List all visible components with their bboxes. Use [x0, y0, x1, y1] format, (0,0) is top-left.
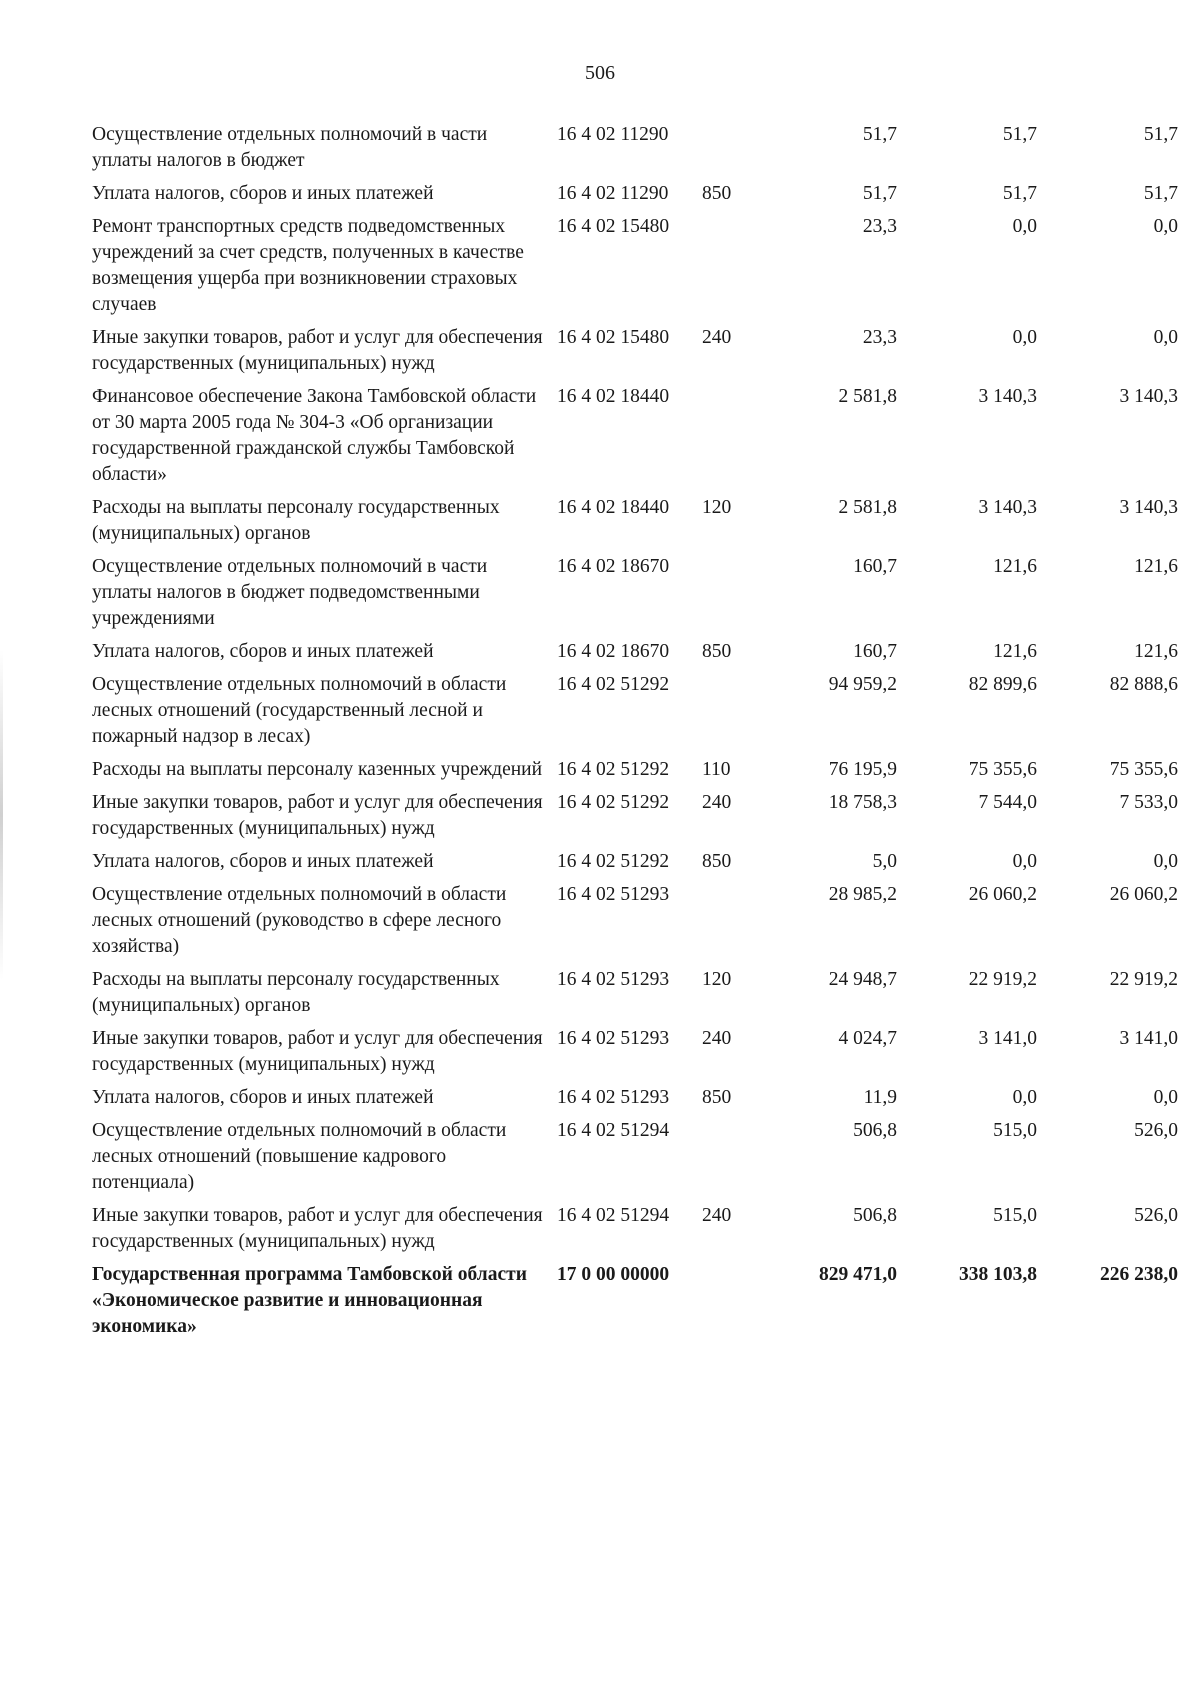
table-row: [92, 1118, 1178, 1203]
row-amount-1: 160,7: [853, 556, 897, 577]
row-amount-3: 82 888,6: [1109, 674, 1178, 695]
row-name: Осуществление отдельных полномочий в части уплаты налогов в бюджет: [92, 124, 488, 171]
row-name: Уплата налогов, сборов и иных платежей: [92, 641, 434, 662]
row-name: Осуществление отдельных полномочий в части уплаты налогов в бюджет подведомственными учреждениями: [92, 556, 488, 629]
row-expense-type: [702, 554, 762, 639]
row-expense-type: [702, 214, 762, 325]
row-amount-3: 3 140,3: [1119, 386, 1178, 407]
row-amount-1: 18 758,3: [828, 792, 897, 813]
row-expense-type: [702, 384, 762, 495]
row-amount-3: 26 060,2: [1109, 884, 1178, 905]
row-expense-type: 850: [702, 851, 732, 872]
row-amount-1: 2 581,8: [838, 497, 897, 518]
row-name: Уплата налогов, сборов и иных платежей: [92, 851, 434, 872]
row-name: Расходы на выплаты персоналу государственных (муниципальных) органов: [92, 497, 500, 544]
table-row: [92, 672, 1178, 757]
table-row: [92, 790, 1178, 849]
table-row: [92, 181, 1178, 214]
row-amount-3: 22 919,2: [1109, 969, 1178, 990]
row-target-code: 16 4 02 18440: [557, 497, 670, 518]
row-amount-2: 82 899,6: [968, 674, 1037, 695]
table-row: [92, 325, 1178, 384]
row-target-code: 16 4 02 11290: [557, 124, 669, 145]
row-expense-type: 120: [702, 969, 732, 990]
row-amount-3: 51,7: [1143, 183, 1178, 204]
row-amount-3: 0,0: [1153, 327, 1178, 348]
row-target-code: 16 4 02 51293: [557, 1028, 670, 1049]
row-name: Иные закупки товаров, работ и услуг для обеспечения государственных (муниципальных) нужд: [92, 1028, 543, 1075]
row-amount-1: 11,9: [863, 1087, 897, 1108]
table-row: [92, 967, 1178, 1026]
row-amount-2: 75 355,6: [968, 759, 1037, 780]
row-expense-type: [702, 672, 762, 757]
table-row: [92, 122, 1178, 181]
row-name: Уплата налогов, сборов и иных платежей: [92, 183, 434, 204]
table-row: [92, 1262, 1178, 1347]
row-amount-3: 121,6: [1134, 641, 1178, 662]
row-target-code: 16 4 02 51294: [557, 1120, 670, 1141]
row-amount-2: 121,6: [993, 556, 1037, 577]
table-row: [92, 882, 1178, 967]
row-amount-2: 3 140,3: [978, 386, 1037, 407]
row-amount-1: 51,7: [862, 124, 897, 145]
row-amount-1: 2 581,8: [838, 386, 897, 407]
table-row: [92, 849, 1178, 882]
table-row: [92, 639, 1178, 672]
row-amount-2: 338 103,8: [959, 1264, 1037, 1285]
row-amount-2: 51,7: [1002, 183, 1037, 204]
row-expense-type: 850: [702, 1087, 732, 1108]
row-amount-1: 5,0: [872, 851, 897, 872]
row-target-code: 16 4 02 51292: [557, 851, 670, 872]
row-expense-type: 120: [702, 497, 732, 518]
row-expense-type: 110: [702, 759, 731, 780]
row-amount-1: 4 024,7: [838, 1028, 897, 1049]
row-expense-type: [702, 882, 762, 967]
row-amount-3: 526,0: [1134, 1205, 1178, 1226]
table-row: [92, 554, 1178, 639]
row-name: Осуществление отдельных полномочий в области лесных отношений (государственный лесной и пожарный надзор в лесах): [92, 674, 507, 747]
row-amount-2: 0,0: [1012, 327, 1037, 348]
row-amount-1: 76 195,9: [828, 759, 897, 780]
row-expense-type: 850: [702, 641, 732, 662]
row-target-code: 16 4 02 51292: [557, 674, 670, 695]
table-row: [92, 757, 1178, 790]
row-target-code: 16 4 02 18440: [557, 386, 670, 407]
row-target-code: 16 4 02 18670: [557, 556, 670, 577]
row-expense-type: [702, 122, 762, 181]
row-amount-1: 506,8: [853, 1205, 897, 1226]
table-row: [92, 384, 1178, 495]
table-row: [92, 495, 1178, 554]
row-target-code: 16 4 02 51293: [557, 969, 670, 990]
row-amount-2: 26 060,2: [968, 884, 1037, 905]
row-name: Расходы на выплаты персоналу государственных (муниципальных) органов: [92, 969, 500, 1016]
row-name: Осуществление отдельных полномочий в области лесных отношений (руководство в сфере лесного хозяйства): [92, 884, 507, 957]
row-expense-type: 240: [702, 1205, 732, 1226]
row-expense-type: 850: [702, 183, 732, 204]
row-amount-2: 515,0: [993, 1205, 1037, 1226]
row-amount-3: 0,0: [1153, 216, 1178, 237]
row-expense-type: 240: [702, 327, 732, 348]
row-target-code: 17 0 00 00000: [557, 1264, 670, 1285]
row-amount-1: 94 959,2: [828, 674, 897, 695]
page-number: 506: [585, 62, 615, 84]
row-amount-2: 515,0: [993, 1120, 1037, 1141]
row-amount-3: 226 238,0: [1100, 1264, 1178, 1285]
row-name: Государственная программа Тамбовской области «Экономическое развитие и инновационная экономика»: [92, 1264, 527, 1337]
row-target-code: 16 4 02 11290: [557, 183, 669, 204]
row-name: Ремонт транспортных средств подведомственных учреждений за счет средств, полученных в качестве возмещения ущерба при возникновении страховых случаев: [92, 216, 524, 315]
row-amount-1: 24 948,7: [828, 969, 897, 990]
table-body: [92, 122, 1178, 1347]
row-amount-2: 51,7: [1002, 124, 1037, 145]
row-amount-3: 3 141,0: [1119, 1028, 1178, 1049]
row-expense-type: [702, 1262, 762, 1347]
row-expense-type: [702, 1118, 762, 1203]
row-amount-2: 121,6: [993, 641, 1037, 662]
row-amount-2: 0,0: [1012, 851, 1037, 872]
row-amount-2: 0,0: [1012, 216, 1037, 237]
row-amount-3: 0,0: [1153, 1087, 1178, 1108]
row-amount-1: 28 985,2: [828, 884, 897, 905]
table-row: [92, 1085, 1178, 1118]
row-amount-2: 3 141,0: [978, 1028, 1037, 1049]
row-name: Иные закупки товаров, работ и услуг для обеспечения государственных (муниципальных) нужд: [92, 792, 543, 839]
table-row: [92, 1203, 1178, 1262]
row-amount-1: 51,7: [862, 183, 897, 204]
row-target-code: 16 4 02 51292: [557, 759, 670, 780]
row-name: Иные закупки товаров, работ и услуг для обеспечения государственных (муниципальных) нужд: [92, 1205, 543, 1252]
row-amount-1: 506,8: [853, 1120, 897, 1141]
row-name: Уплата налогов, сборов и иных платежей: [92, 1087, 434, 1108]
row-amount-3: 75 355,6: [1109, 759, 1178, 780]
row-amount-3: 526,0: [1134, 1120, 1178, 1141]
row-target-code: 16 4 02 51292: [557, 792, 670, 813]
budget-table: [92, 122, 1178, 1347]
row-target-code: 16 4 02 51293: [557, 1087, 670, 1108]
row-name: Финансовое обеспечение Закона Тамбовской области от 30 марта 2005 года № 304-3 «Об организации государственной гражданской службы Тамбовской области»: [92, 386, 537, 485]
row-target-code: 16 4 02 18670: [557, 641, 670, 662]
row-expense-type: 240: [702, 1028, 732, 1049]
row-target-code: 16 4 02 51294: [557, 1205, 670, 1226]
row-amount-2: 0,0: [1012, 1087, 1037, 1108]
row-amount-2: 3 140,3: [978, 497, 1037, 518]
row-amount-1: 23,3: [862, 216, 897, 237]
row-amount-1: 23,3: [862, 327, 897, 348]
row-name: Иные закупки товаров, работ и услуг для обеспечения государственных (муниципальных) нужд: [92, 327, 543, 374]
scan-edge-artifact: [0, 650, 3, 980]
row-amount-1: 829 471,0: [819, 1264, 897, 1285]
row-target-code: 16 4 02 15480: [557, 216, 670, 237]
row-amount-3: 0,0: [1153, 851, 1178, 872]
row-target-code: 16 4 02 15480: [557, 327, 670, 348]
row-amount-2: 22 919,2: [968, 969, 1037, 990]
row-amount-3: 121,6: [1134, 556, 1178, 577]
row-name: Осуществление отдельных полномочий в области лесных отношений (повышение кадрового потенциала): [92, 1120, 507, 1193]
row-amount-3: 51,7: [1143, 124, 1178, 145]
table-row: [92, 214, 1178, 325]
row-amount-3: 7 533,0: [1119, 792, 1178, 813]
row-amount-2: 7 544,0: [978, 792, 1037, 813]
row-amount-3: 3 140,3: [1119, 497, 1178, 518]
row-amount-1: 160,7: [853, 641, 897, 662]
row-expense-type: 240: [702, 792, 732, 813]
table-row: [92, 1026, 1178, 1085]
row-target-code: 16 4 02 51293: [557, 884, 670, 905]
row-name: Расходы на выплаты персоналу казенных учреждений: [92, 759, 543, 780]
